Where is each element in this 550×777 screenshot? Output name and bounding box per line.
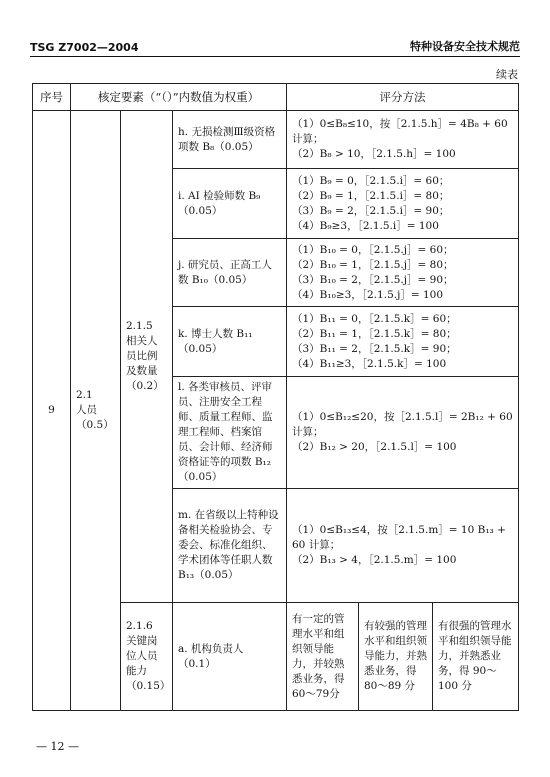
item-i: i. AI 检验师数 B₉（0.05）	[173, 169, 287, 239]
item-m: m. 在省级以上特种设备相关检验协会、专委会、标准化组织、学术团体等任职人数 B₁₃（0.05）	[173, 489, 287, 603]
table-row	[33, 111, 519, 169]
col-method: 评分方法	[287, 84, 519, 111]
level1-cell: 2.1 人员 （0.5）	[71, 111, 121, 711]
method-j: （1）B₁₀ = 0，［2.1.5.j］= 60； （2）B₁₀ = 1，［2.1.5.j］= 80； （3）B₁₀ = 2，［2.1.5.j］= 90； （4）B₁₀≥3，［2.1.5.j］= 100	[287, 239, 519, 307]
item-h: h. 无损检测Ⅲ级资格项数 B₈（0.05）	[173, 111, 287, 169]
table-header-row	[33, 84, 519, 111]
method-k: （1）B₁₁ = 0，［2.1.5.k］= 60； （2）B₁₁ = 1，［2.1.5.k］= 80； （3）B₁₁ = 2，［2.1.5.k］= 90； （4）B₁₁≥3，［2.1.5.k］= 100	[287, 307, 519, 377]
grade-1: 有一定的管理水平和组织领导能力，并较熟悉业务，得60～79分	[287, 603, 359, 711]
seq-cell: 9	[33, 111, 71, 711]
scoring-table	[32, 83, 519, 711]
page-number: — 12 —	[36, 740, 79, 753]
continued-label: 续表	[496, 68, 518, 81]
group-216-cell: 2.1.6 关键岗 位人员 能力 （0.15）	[121, 603, 173, 711]
grade-3: 有很强的管理水平和组织领导能力，并熟悉业务，得 90～100 分	[433, 603, 519, 711]
method-l: （1）0≤B₁₂≤20，按［2.1.5.l］= 2B₁₂ + 60 计算； （2）B₁₂ > 20，［2.1.5.l］= 100	[287, 377, 519, 489]
grade-2: 有较强的管理水平和组织领导能力，并熟悉业务，得 80～89 分	[359, 603, 433, 711]
item-j: j. 研究员、正高工人数 B₁₀（0.05）	[173, 239, 287, 307]
method-i: （1）B₉ = 0，［2.1.5.i］= 60； （2）B₉ = 1，［2.1.5.i］= 80； （3）B₉ = 2，［2.1.5.i］= 90； （4）B₉≥3，［2.1.5.i］= 100	[287, 169, 519, 239]
method-m: （1）0≤B₁₃≤4，按［2.1.5.m］= 10 B₁₃ + 60 计算； （2）B₁₃ > 4，［2.1.5.m］= 100	[287, 489, 519, 603]
item-a: a. 机构负责人 （0.1）	[173, 603, 287, 711]
col-elements: 核定要素（“（）”内数值为权重）	[71, 84, 287, 111]
doc-code: TSG Z7002—2004	[30, 41, 139, 54]
group-215-cell: 2.1.5 相关人 员比例 及数量 （0.2）	[121, 111, 173, 603]
item-k: k. 博士人数 B₁₁（0.05）	[173, 307, 287, 377]
method-h: （1）0≤B₈≤10，按［2.1.5.h］= 4B₈ + 60 计算； （2）B₈ > 10，［2.1.5.h］= 100	[287, 111, 519, 169]
col-seq: 序号	[33, 84, 71, 111]
doc-series: 特种设备安全技术规范	[410, 40, 520, 53]
page-header	[30, 34, 520, 54]
item-l: l. 各类审核员、评审员、注册安全工程师、质量工程师、监理工程师、档案馆员、会计师、经济师资格证等的项数 B₁₂（0.05）	[173, 377, 287, 489]
header-rule	[30, 56, 520, 57]
